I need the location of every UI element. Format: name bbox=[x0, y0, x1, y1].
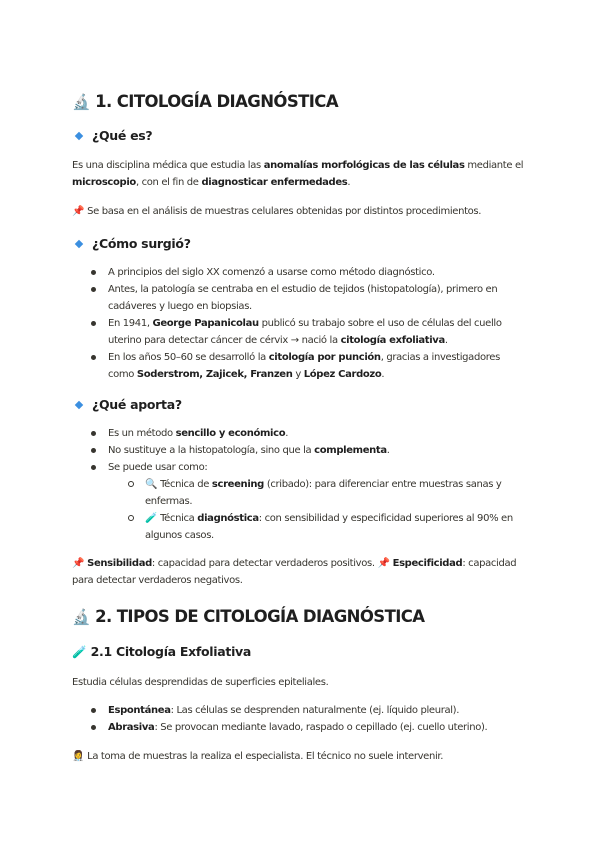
what-heading-text: ¿Qué es? bbox=[92, 128, 153, 143]
list-item: Es un método sencillo y económico. bbox=[108, 425, 518, 442]
pushpin-icon: 📌 bbox=[72, 206, 85, 217]
section-1-heading bbox=[72, 92, 338, 111]
pin-note-paragraph: 📌 Se basa en el análisis de muestras celulares obtenidas por distintos procedimientos. bbox=[72, 206, 482, 217]
pushpin-icon: 📌 bbox=[72, 558, 85, 569]
list-item: En 1941, George Papanicolau publicó su trabajo sobre el uso de células del cuello uterino para detectar cáncer de cérvix → nació la citología exfoliativa. bbox=[108, 315, 518, 349]
blue-diamond-icon bbox=[75, 240, 83, 248]
microscope-icon: 🔬 bbox=[72, 608, 91, 626]
section-1-title: 1. CITOLOGÍA DIAGNÓSTICA bbox=[95, 92, 338, 111]
sub-list-item: 🔍 Técnica de screening (cribado): para diferenciar entre muestras sanas y enfermas. bbox=[145, 476, 520, 510]
section-2-heading bbox=[72, 607, 424, 626]
contrib-heading-text: ¿Qué aporta? bbox=[92, 397, 182, 412]
exfoliative-heading bbox=[72, 644, 251, 659]
contrib-heading bbox=[72, 397, 182, 412]
sub-list-item: 🧪 Técnica diagnóstica: con sensibilidad y especificidad superiores al 90% en algunos casos. bbox=[145, 510, 520, 544]
list-item: A principios del siglo XX comenzó a usarse como método diagnóstico. bbox=[108, 264, 518, 281]
magnifier-icon: 🔍 bbox=[145, 479, 158, 490]
list-item: Espontánea: Las células se desprenden naturalmente (ej. líquido pleural). bbox=[108, 702, 518, 719]
sensitivity-note: 📌 Sensibilidad: capacidad para detectar verdaderos positivos. 📌 Especificidad: capacidad para detectar verdaderos negativos. bbox=[72, 558, 517, 586]
blue-diamond-icon bbox=[75, 132, 83, 140]
origin-heading-text: ¿Cómo surgió? bbox=[92, 236, 191, 251]
test-tube-icon: 🧪 bbox=[72, 645, 87, 659]
what-heading bbox=[72, 128, 152, 143]
list-item: No sustituye a la histopatología, sino que la complementa. bbox=[108, 442, 518, 459]
origin-list bbox=[108, 264, 518, 383]
list-item: Abrasiva: Se provocan mediante lavado, raspado o cepillado (ej. cuello uterino). bbox=[108, 719, 518, 736]
specialist-note: 👩‍⚕️ La toma de muestras la realiza el especialista. El técnico no suele intervenir. bbox=[72, 751, 444, 762]
contrib-sublist bbox=[145, 476, 520, 544]
exfoliative-heading-text: 2.1 Citología Exfoliativa bbox=[90, 644, 252, 659]
origin-heading bbox=[72, 236, 191, 251]
microscope-icon: 🔬 bbox=[72, 93, 91, 111]
contrib-list bbox=[108, 425, 518, 476]
definition-paragraph: Es una disciplina médica que estudia las anomalías morfológicas de las células mediante el microscopio, con el fin de diagnosticar enfermedades. bbox=[72, 160, 524, 188]
exfoliative-paragraph: Estudia células desprendidas de superficies epiteliales. bbox=[72, 677, 329, 688]
exfoliative-list bbox=[108, 702, 518, 736]
list-item: Antes, la patología se centraba en el estudio de tejidos (histopatología), primero en cadáveres y luego en biopsias. bbox=[108, 281, 518, 315]
health-worker-icon: 👩‍⚕️ bbox=[72, 751, 85, 762]
section-2-title: 2. TIPOS DE CITOLOGÍA DIAGNÓSTICA bbox=[95, 607, 425, 626]
list-item: Se puede usar como: bbox=[108, 459, 518, 476]
list-item: En los años 50–60 se desarrolló la citología por punción, gracias a investigadores como Soderstrom, Zajicek, Franzen y López Cardozo. bbox=[108, 349, 518, 383]
pushpin-icon: 📌 bbox=[377, 558, 390, 569]
blue-diamond-icon bbox=[75, 401, 83, 409]
test-tube-icon: 🧪 bbox=[145, 513, 158, 524]
